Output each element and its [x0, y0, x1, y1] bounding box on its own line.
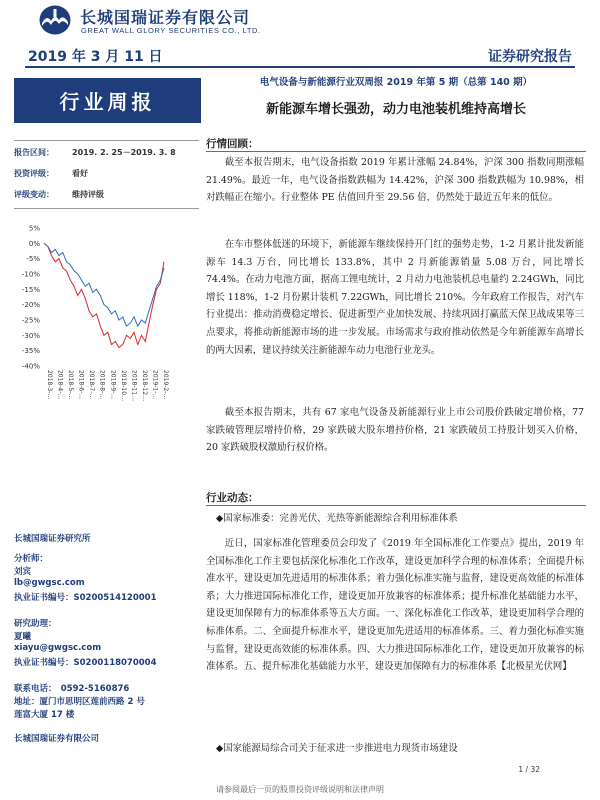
meta-divider-bottom [14, 208, 199, 209]
y-tick-label: -25% [21, 316, 40, 325]
meta-period [14, 147, 199, 165]
analyst-cert: 执业证书编号：S0200514120001 [14, 593, 157, 603]
x-tick-label: 2018-10… [119, 370, 127, 402]
date-bar [0, 42, 600, 68]
company-logo [38, 4, 72, 36]
research-institute: 长城国瑞证券研究所 [14, 534, 91, 544]
analyst-name: 刘宾 [14, 567, 32, 577]
address-line-2: 莲富大厦 17 楼 [14, 710, 75, 720]
y-tick-label: 0% [28, 239, 40, 248]
meta-period-value: 2019. 2. 25－2019. 3. 8 [72, 148, 176, 157]
header-rule [25, 66, 575, 68]
meta-period-label: 报告区间： [14, 148, 54, 157]
address-line-1: 地址：厦门市思明区莲前西路 2 号 [14, 697, 145, 707]
y-tick-label: -5% [26, 255, 40, 264]
market-review-paragraph-2: 在车市整体低迷的环境下，新能源车继续保持开门红的强势走势，1-2 月累计批发新能源车 14.3 万台，同比增长 133.8%，其中 2 月新能源销量 5.08 万台，同比增长 74.4%。在动力电池方面，据高工锂电统计，2 月动力电池装机总电量约 2.24GWh，同比增长 118%，1-2 月份累计装机 7.22GWh，同比增长 210%。今年政府工作报告，对汽车行业提出：推动消费稳定增长、促进新型产业加快发展、持续巩固打赢蓝天保卫战成果等三点要求，将推动新能源市场的进一步发展。市场需求与政府推动依然是今年新能源车高增长的两大因素，建议持续关注新能源车动力电池行业龙头。 [206, 239, 584, 356]
market-review-paragraph-1: 截至本报告期末，电气设备指数 2019 年累计涨幅 24.84%，沪深 300 指数同期涨幅 21.49%。最近一年，电气设备指数跌幅为 14.42%，沪深 300 指数跌幅为 10.98%，相对跌幅正在缩小。行业整体 PE 估值回升至 29.56 倍，仍然处于最近五年来的低位。 [206, 157, 584, 204]
footer-disclaimer: 请参阅最后一页的股票投资评级说明和法律声明 [216, 785, 384, 794]
x-tick-label: 2019-2-… [162, 370, 169, 400]
report-date: 2019 年 3 月 11 日 [28, 49, 163, 65]
meta-rating [14, 168, 199, 186]
meta-change-label: 评级变动： [14, 190, 54, 199]
x-tick-label: 2018-7-… [88, 370, 96, 400]
y-tick-label: -10% [21, 270, 40, 279]
report-kind-box: 行业周报 [14, 78, 201, 123]
index-performance-chart [14, 220, 204, 402]
x-tick-label: 2018-5-… [67, 370, 75, 400]
meta-rating-label: 投资评级： [14, 169, 54, 178]
x-tick-label: 2018-9-… [109, 370, 117, 400]
meta-divider [14, 140, 199, 141]
meta-change [14, 189, 199, 207]
news-item-1-title: ◆国家标准委：完善光伏、光热等新能源综合利用标准体系 [216, 513, 458, 524]
series-line-blue [44, 243, 164, 326]
x-tick-label: 2018-12… [140, 370, 148, 402]
news-item-2-title: ◆国家能源局综合司关于征求进一步推进电力现货市场建设 [216, 743, 458, 754]
x-tick-label: 2018-11… [130, 370, 138, 402]
x-tick-label: 2018-6-… [77, 370, 85, 400]
page-number: 1 / 32 [518, 765, 540, 774]
meta-rating-value: 看好 [72, 169, 88, 178]
industry-dynamics-heading: 行业动态： [206, 492, 259, 504]
y-tick-label: -35% [21, 347, 40, 356]
report-series: 电气设备与新能源行业双周报 2019 年第 5 期（总第 140 期） [259, 77, 533, 88]
y-tick-label: 5% [28, 224, 40, 233]
analyst-label: 分析师： [14, 554, 49, 564]
y-tick-label: -30% [21, 331, 40, 340]
y-tick-label: -40% [21, 362, 40, 371]
x-tick-label: 2018-4-… [56, 370, 64, 400]
market-review-paragraph-3: 截至本报告期末，共有 67 家电气设备及新能源行业上市公司股价跌破定增价格，77 家跌破管理层增持价格，29 家跌破大股东增持价格，21 家跌破员工持股计划买入价格，20 家跌破股权激励行权价格。 [206, 407, 584, 454]
company-name-cn: 长城国瑞证券有限公司 [80, 8, 251, 27]
series-line-red [44, 243, 164, 347]
market-review-heading: 行情回顾： [206, 138, 259, 150]
company-name-en: GREAT WALL GLORY SECURITIES CO., LTD. [81, 26, 261, 35]
y-tick-label: -20% [21, 301, 40, 310]
page-header [0, 0, 600, 42]
company-name-bottom: 长城国瑞证券有限公司 [14, 734, 100, 744]
x-tick-label: 2019-1-… [151, 370, 159, 400]
report-category: 证券研究报告 [488, 49, 572, 65]
x-tick-label: 2018-8-… [98, 370, 106, 400]
assistant-cert: 执业证书编号：S0200118070004 [14, 658, 157, 668]
report-title: 新能源车增长强劲，动力电池装机维持高增长 [265, 102, 526, 117]
y-tick-label: -15% [21, 285, 40, 294]
market-review-rule [206, 151, 586, 152]
news-item-1-body: 近日，国家标准化管理委员会印发了《2019 年全国标准化工作要点》提出，2019 年全国标准化工作主要包括深化标准化工作改革，建设更加科学合理的标准体系；全面提升标准水平，建设更加先进适用的标准体系；着力强化标准实施与监督，建设更高效能的标准体系；大力推进国际标准化工作，建设更加开放兼容的标准体系；提升标准化基础能力水平，建设更加保障有力的标准体系等五大方面。一、深化标准化工作改革，建设更加科学合理的标准体系。二、全面提升标准水平，建设更加先进适用的标准体系。三、着力强化标准实施与监督，建设更高效能的标准体系。四、大力推进国际标准化工作，建设更加开放兼容的标准体系。五、提升标准化基础能力水平，建设更加保障有力的标准体系【北极星光伏网】 [206, 538, 584, 673]
analyst-email[interactable]: lb@gwgsc.com [14, 578, 85, 588]
assistant-label: 研究助理： [14, 619, 57, 629]
assistant-email[interactable]: xiayu@gwgsc.com [14, 643, 102, 653]
industry-dynamics-rule [206, 505, 586, 506]
assistant-name: 夏曦 [14, 632, 32, 642]
x-tick-label: 2018-3-… [46, 370, 53, 400]
contact-phone: 联系电话： 0592-5160876 [14, 684, 130, 694]
meta-change-value: 维持评级 [72, 190, 104, 199]
